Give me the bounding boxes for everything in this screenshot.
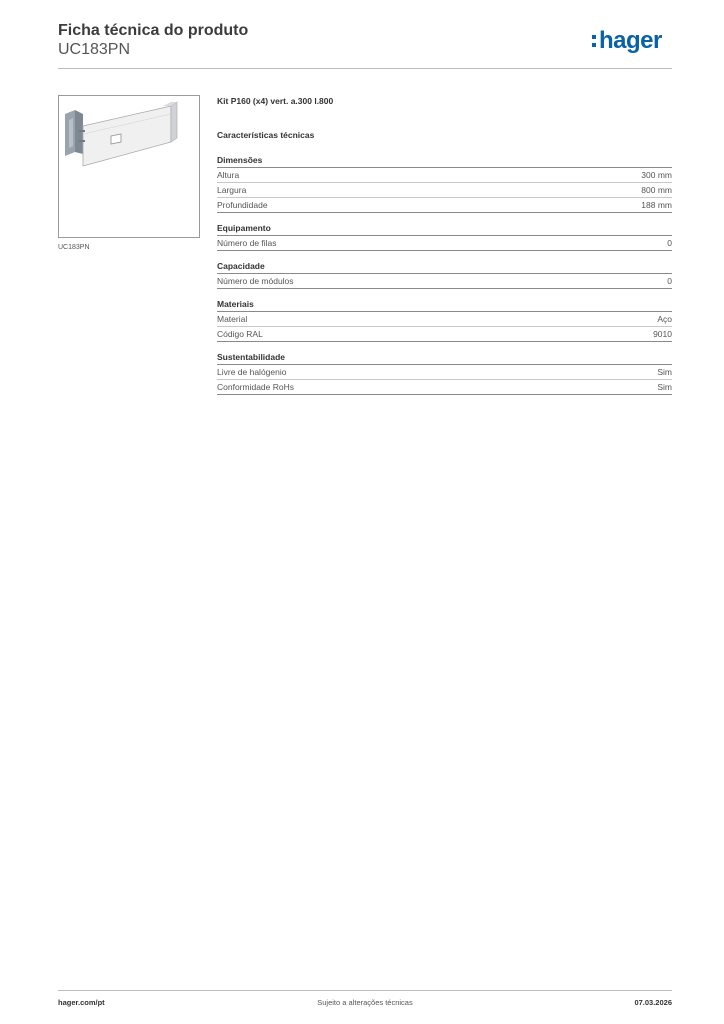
spec-row	[217, 183, 672, 198]
spec-group-sustainability	[217, 351, 672, 395]
group-title: Materiais	[217, 298, 672, 312]
spec-label: Código RAL	[217, 329, 263, 339]
spec-value: Sim	[657, 382, 672, 392]
spec-row	[217, 380, 672, 395]
image-caption: UC183PN	[58, 244, 90, 251]
spec-value: 0	[667, 238, 672, 248]
svg-text:hager: hager	[599, 27, 662, 54]
hager-logo	[590, 26, 672, 56]
footer-date: 07.03.2026	[634, 998, 672, 1007]
footer-website-link[interactable]: hager.com/pt	[58, 998, 105, 1007]
spec-row	[217, 312, 672, 327]
group-title: Sustentabilidade	[217, 351, 672, 365]
spec-label: Conformidade RoHs	[217, 382, 295, 392]
product-reference: UC183PN	[58, 41, 131, 58]
tech-heading: Características técnicas	[217, 130, 315, 140]
page-title: Ficha técnica do produto	[58, 22, 249, 39]
spec-value: 188 mm	[641, 200, 672, 210]
footer-divider	[58, 990, 672, 991]
spec-value: 0	[667, 276, 672, 286]
spec-row	[217, 236, 672, 251]
spec-row	[217, 274, 672, 289]
spec-group-dimensions	[217, 154, 672, 213]
footer-disclaimer: Sujeito a alterações técnicas	[317, 998, 413, 1007]
mounting-kit-illustration	[59, 96, 199, 237]
spec-row	[217, 198, 672, 213]
spec-content	[217, 95, 672, 404]
spec-group-materials	[217, 298, 672, 342]
group-title: Equipamento	[217, 222, 672, 236]
product-name: Kit P160 (x4) vert. a.300 l.800	[217, 96, 334, 106]
spec-value: Aço	[657, 314, 672, 324]
spec-row	[217, 365, 672, 380]
product-image	[58, 95, 200, 238]
page-header	[58, 20, 672, 70]
spec-value: 300 mm	[641, 170, 672, 180]
spec-label: Número de filas	[217, 238, 277, 248]
spec-label: Número de módulos	[217, 276, 294, 286]
spec-groups	[217, 154, 672, 395]
group-title: Capacidade	[217, 260, 672, 274]
spec-value: 800 mm	[641, 185, 672, 195]
spec-label: Material	[217, 314, 248, 324]
spec-row	[217, 168, 672, 183]
header-divider	[58, 68, 672, 69]
spec-label: Largura	[217, 185, 247, 195]
spec-group-capacity	[217, 260, 672, 289]
spec-value: Sim	[657, 367, 672, 377]
spec-label: Profundidade	[217, 200, 268, 210]
group-title: Dimensões	[217, 154, 672, 168]
spec-row	[217, 327, 672, 342]
spec-value: 9010	[653, 329, 672, 339]
spec-label: Livre de halógenio	[217, 367, 287, 377]
spec-label: Altura	[217, 170, 240, 180]
spec-group-equipment	[217, 222, 672, 251]
